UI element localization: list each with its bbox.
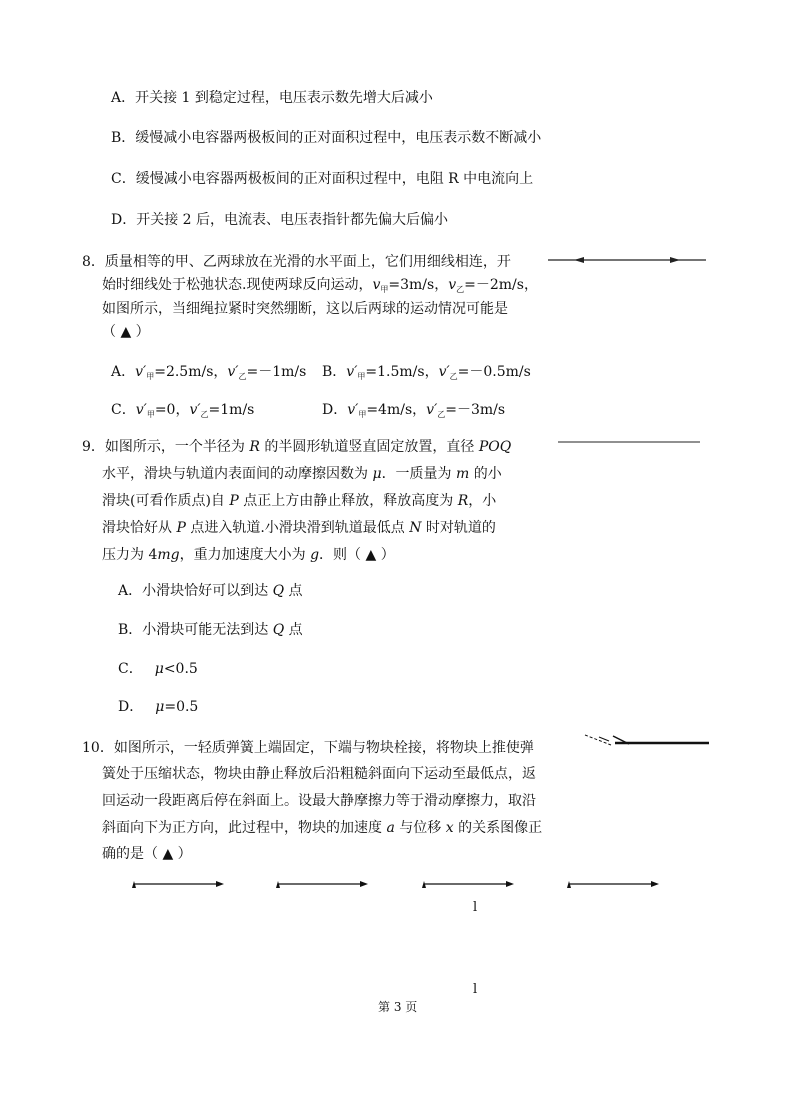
q10-graph-mark-1: l xyxy=(473,900,478,915)
q7-option-d: D．开关接 2 后，电流表、电压表指针都先偏大后偏小 xyxy=(111,212,449,228)
q8-number: 8． xyxy=(82,254,105,270)
vprime-symbol: v′ xyxy=(346,364,358,380)
q8-figure xyxy=(548,250,708,270)
q9-text: ．则（ ▲ ） xyxy=(319,547,395,563)
vprime-symbol: v′ xyxy=(438,364,450,380)
q9-text: 滑块(可看作质点)自 xyxy=(102,493,230,509)
q10-graph-c-axis xyxy=(420,878,520,892)
sub-jia: 甲 xyxy=(146,372,155,381)
q10-line-1 xyxy=(82,737,534,757)
sub-yi: 乙 xyxy=(200,410,209,419)
var-r: R xyxy=(249,439,260,455)
var-a: a xyxy=(386,820,395,836)
q7-option-a: A．开关接 1 到稳定过程，电压表示数先增大后减小 xyxy=(111,90,433,106)
q10-text: 与位移 xyxy=(394,820,446,836)
q10-spring-mark xyxy=(599,737,609,741)
q9-figure xyxy=(558,439,703,445)
sub-jia: 甲 xyxy=(357,372,366,381)
q10-line-5: 确的是（ ▲ ） xyxy=(102,846,192,862)
q8-c-v2: =1m/s xyxy=(208,402,255,418)
q9-text: ．一质量为 xyxy=(381,466,457,482)
q8-b-v2: =－0.5m/s xyxy=(457,364,531,380)
v-jia-value: =3m/s， xyxy=(388,277,449,293)
q10-graph-mark-2: l xyxy=(473,982,478,997)
q10-graph-a-axis xyxy=(130,878,230,892)
q10-graph-b-axis xyxy=(274,878,374,892)
q8-b-v1: =1.5m/s， xyxy=(365,364,439,380)
var-mu: μ xyxy=(372,466,382,482)
q8-right-arrowhead xyxy=(670,257,680,263)
q10-text: 的关系图像正 xyxy=(453,820,543,836)
sub-yi: 乙 xyxy=(238,372,247,381)
q9-line-2 xyxy=(102,463,502,483)
var-q: Q xyxy=(272,622,285,638)
arrow-right-icon xyxy=(360,881,368,887)
q8-text-2a: 始时细线处于松弛状态.现使两球反向运动， xyxy=(102,277,373,293)
var-g: g xyxy=(310,547,320,563)
var-n: N xyxy=(409,520,422,536)
vprime-symbol: v′ xyxy=(135,402,147,418)
q10-graph-d-axis xyxy=(565,878,665,892)
q8-option-d-letter: D． xyxy=(322,402,348,418)
q9-text: ，重力加速度大小为 xyxy=(179,547,311,563)
vprime-symbol: v′ xyxy=(347,402,359,418)
q8-c-v1: =0， xyxy=(154,402,190,418)
q9-d-value: =0.5 xyxy=(164,699,199,715)
var-mu: μ xyxy=(155,699,165,715)
var-mu: μ xyxy=(154,661,164,677)
q8-d-v2: =－3m/s xyxy=(445,402,506,418)
q8-line-2 xyxy=(102,274,538,294)
q9-text: 压力为 4 xyxy=(102,547,158,563)
q9-line-1 xyxy=(82,436,511,456)
q8-option-b-letter: B． xyxy=(322,364,347,380)
q9-line-4 xyxy=(102,517,496,537)
q9-option-b xyxy=(118,619,303,639)
q9-text: 的半圆形轨道竖直固定放置，直径 xyxy=(259,439,479,455)
q10-number: 10． xyxy=(82,740,114,756)
q10-line-2: 簧处于压缩状态，物块由静止释放后沿粗糙斜面向下运动至最低点，返 xyxy=(102,766,536,782)
q9-number: 9． xyxy=(82,439,105,455)
q9-text: 如图所示，一个半径为 xyxy=(104,439,250,455)
q8-a-v1: =2.5m/s， xyxy=(154,364,228,380)
q10-text: 斜面向下为正方向，此过程中，物块的加速度 xyxy=(102,820,387,836)
q8-left-arrowhead xyxy=(574,257,584,263)
q9-text: 点进入轨道.小滑块滑到轨道最低点 xyxy=(185,520,410,536)
sub-jia: 甲 xyxy=(358,410,367,419)
q9-b-text: 点 xyxy=(284,622,303,638)
q8-line-1 xyxy=(82,251,511,271)
q8-text-1: 质量相等的甲、乙两球放在光滑的水平面上，它们用细线相连，开 xyxy=(104,254,511,270)
q8-line-3: 如图所示，当细绳拉紧时突然绷断，这以后两球的运动情况可能是 xyxy=(102,301,508,317)
q9-line-5 xyxy=(102,544,395,564)
q9-text: 时对轨道的 xyxy=(421,520,496,536)
q9-b-text: B．小滑块可能无法到达 xyxy=(118,622,273,638)
sub-jia: 甲 xyxy=(146,410,155,419)
q8-option-b xyxy=(322,361,531,381)
v-yi-subscript: 乙 xyxy=(456,285,465,294)
var-p: P xyxy=(229,493,239,509)
q8-line-4: （ ▲ ） xyxy=(102,324,150,340)
q9-text: 滑块恰好从 xyxy=(102,520,177,536)
v-yi-value: =－2m/s， xyxy=(464,277,538,293)
q10-line-4 xyxy=(102,817,542,837)
q8-a-v2: =－1m/s xyxy=(246,364,307,380)
q8-option-a xyxy=(111,361,306,381)
var-p: P xyxy=(176,520,186,536)
arrow-right-icon xyxy=(651,881,659,887)
var-x: x xyxy=(445,820,454,836)
vprime-symbol: v′ xyxy=(426,402,438,418)
page-number: 第 3 页 xyxy=(378,1000,418,1014)
q7-option-c: C．缓慢减小电容器两极板间的正对面积过程中，电阻 R 中电流向上 xyxy=(111,171,534,187)
q8-d-v1: =4m/s， xyxy=(366,402,427,418)
q10-text: 如图所示，一轻质弹簧上端固定，下端与物块栓接，将物块上推使弹 xyxy=(113,740,534,756)
vprime-symbol: v′ xyxy=(227,364,239,380)
q9-a-text: 点 xyxy=(284,583,303,599)
vprime-symbol: v′ xyxy=(189,402,201,418)
arrow-right-icon xyxy=(216,881,224,887)
q9-option-a xyxy=(118,580,303,600)
q8-option-c-letter: C． xyxy=(111,402,136,418)
var-r: R xyxy=(457,493,469,509)
arrow-right-icon xyxy=(506,881,514,887)
v-jia-subscript: 甲 xyxy=(380,285,389,294)
sub-yi: 乙 xyxy=(449,372,458,381)
var-m: m xyxy=(456,466,470,482)
q9-text: 的小 xyxy=(469,466,502,482)
q9-a-text: A．小滑块恰好可以到达 xyxy=(118,583,273,599)
q10-figure xyxy=(585,732,711,752)
var-q: Q xyxy=(272,583,285,599)
q9-c-value: <0.5 xyxy=(163,661,198,677)
q9-text: ，小 xyxy=(468,493,497,509)
v-yi-symbol: v xyxy=(448,277,457,293)
q9-option-c xyxy=(118,658,198,678)
q9-text: 点正上方由静止释放，释放高度为 xyxy=(238,493,458,509)
q9-d-letter: D． xyxy=(118,699,144,715)
q9-c-letter: C． xyxy=(118,661,143,677)
v-jia-symbol: v xyxy=(372,277,381,293)
q8-option-c xyxy=(111,399,254,419)
var-poq: POQ xyxy=(478,439,512,455)
sub-yi: 乙 xyxy=(437,410,446,419)
vprime-symbol: v′ xyxy=(135,364,147,380)
q9-option-d xyxy=(118,696,198,716)
q9-line-3 xyxy=(102,490,496,510)
q10-line-3: 回运动一段距离后停在斜面上。设最大静摩擦力等于滑动摩擦力，取沿 xyxy=(102,793,536,809)
q8-option-a-letter: A． xyxy=(111,364,136,380)
q9-text: 水平，滑块与轨道内表面间的动摩擦因数为 xyxy=(102,466,373,482)
var-mg: mg xyxy=(157,547,180,563)
q8-option-d xyxy=(322,399,505,419)
q7-option-b: B．缓慢减小电容器两极板间的正对面积过程中，电压表示数不断减小 xyxy=(111,130,542,146)
